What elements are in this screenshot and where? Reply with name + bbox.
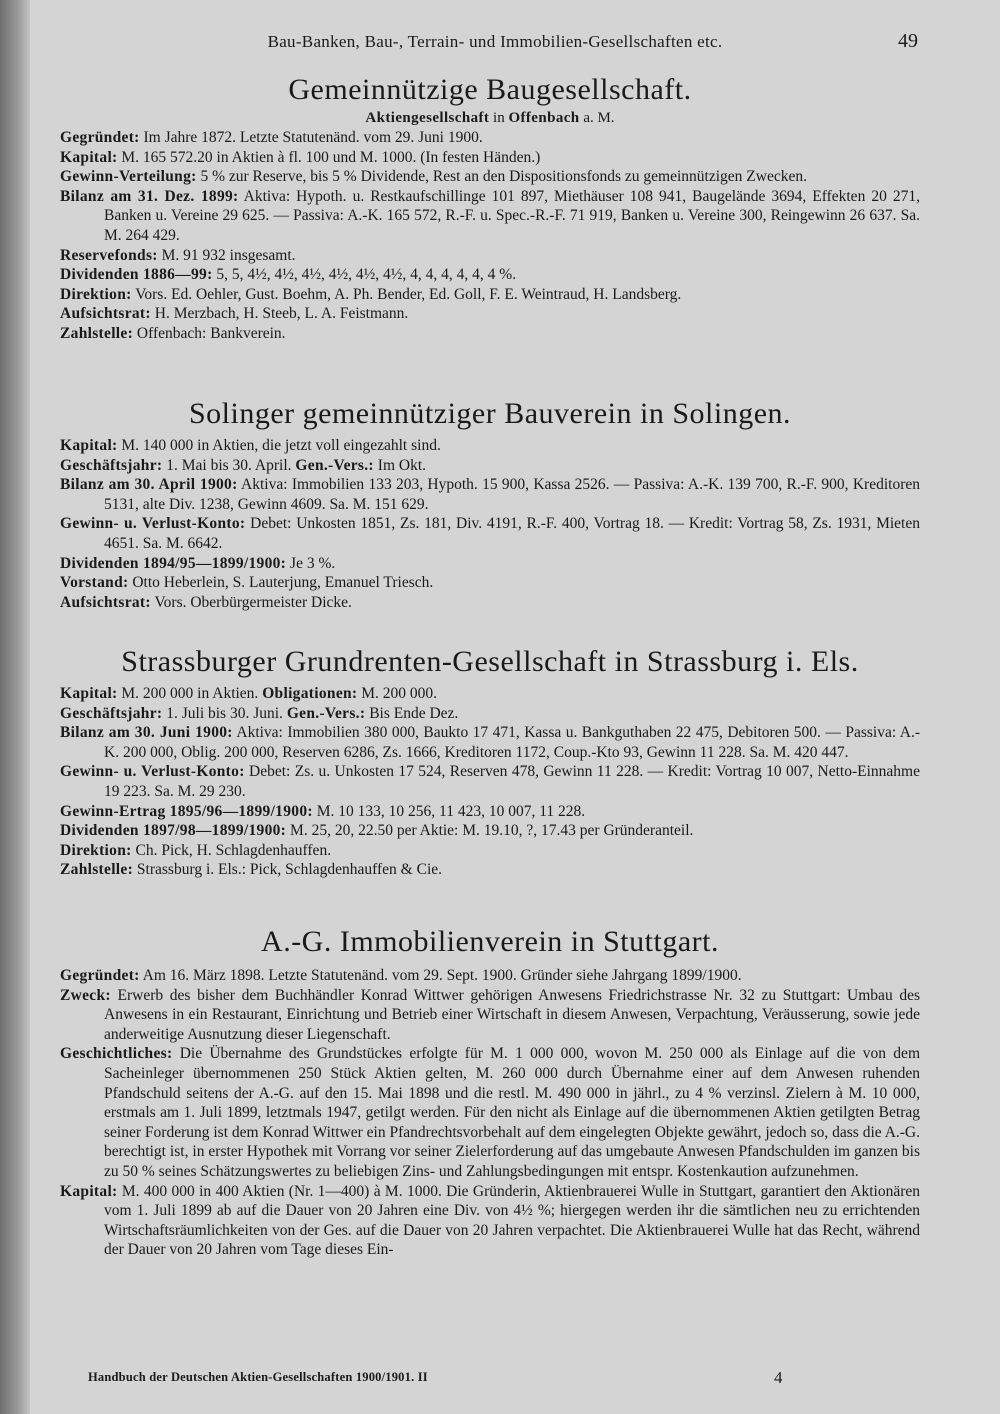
entry-text: Vors. Oberbürgermeister Dicke. (150, 593, 352, 611)
entry-label: Kapital: (60, 437, 118, 454)
entry-label: Gen.-Vers.: (295, 456, 374, 474)
entry-text: Bis Ende Dez. (365, 704, 459, 722)
section-title: Strassburger Grundrenten-Gesellschaft in Strassburg i. Els. (121, 645, 859, 678)
entry-label: Geschäftsjahr: (60, 704, 163, 722)
page-number: 49 (898, 30, 918, 52)
entry-text: M. 91 932 insgesamt. (157, 246, 296, 264)
entry-label: Zahlstelle: (60, 861, 134, 879)
entry-text: M. 10 133, 10 256, 11 423, 10 007, 11 228. (312, 802, 586, 820)
entry (60, 986, 920, 1045)
entry (60, 841, 920, 861)
entry-text: 5, 5, 4½, 4½, 4½, 4½, 4½, 4½, 4, 4, 4, 4, 4, 4 %. (212, 266, 517, 284)
entry-label: Dividenden 1897/98—1899/1900: (60, 822, 287, 840)
entry-label: Direktion: (60, 841, 132, 859)
entry-text: Vors. Ed. Oehler, Gust. Boehm, A. Ph. Bender, Ed. Goll, F. E. Weintraud, H. Landsberg. (131, 285, 682, 303)
entry-label: Aufsichtsrat: (60, 305, 151, 323)
section-subtitle (60, 108, 920, 128)
section-title: Gemeinnützige Baugesellschaft. (288, 73, 692, 106)
entry (60, 1182, 920, 1260)
entry-label: Direktion: (60, 285, 132, 303)
entry-text: Aktiva: Immobilien 380 000, Baukto 17 471, Kassa u. Bankguthaben 22 475, Debitoren 500. — Passiva: A.-K. 200 000, Oblig. 200 000, Reserven 6286, Zs. 1666, Kreditoren 1172, Coup.-Kto 93, Gewinn 11 228. Sa. M. 420 447. (104, 724, 920, 761)
entry-label: Geschäftsjahr: (60, 456, 163, 474)
entry-text: M. 200 000 in Aktien. (117, 685, 263, 702)
entry (60, 554, 920, 574)
entry-label: Gen.-Vers.: (286, 704, 366, 722)
subtitle-end: a. M. (579, 110, 615, 126)
entry-text: M. 400 000 in 400 Aktien (Nr. 1—400) à M. 1000. Die Gründerin, Aktienbrauerei Wulle in Stuttgart, garantiert den Aktionären vom 1. Juli 1899 ab auf die Dauer von 20 Jahren eine Div. von 4½ %; hiergegen werden ihr die sämtlichen neu zu errichtenden Wirtschaftsräumlichkeiten von der Ges. auf die Dauer von 20 Jahren verpachtet. Die Aktienbrauerei Wulle hat das Recht, während der Dauer von 20 Jahren vom Tage dieses Ein- (104, 1182, 920, 1259)
entry-text: Aktiva: Immobilien 133 203, Hypoth. 15 900, Kassa 2526. — Passiva: A.-K. 139 700, R.-F. 900, Kreditoren 5131, alte Div. 1238, Gewinn 4609. Sa. M. 151 629. (104, 476, 920, 513)
entry-label: Zweck: (60, 986, 111, 1004)
entry-text: Strassburg i. Els.: Pick, Schlagdenhauffen & Cie. (133, 861, 443, 879)
entry-label: Geschichtliches: (60, 1045, 173, 1063)
entry (60, 265, 920, 285)
entry (60, 167, 920, 187)
section-solingen (60, 396, 920, 612)
entry-label: Gegründet: (60, 129, 140, 146)
entry (60, 436, 920, 456)
entry-label: Obligationen: (262, 685, 358, 702)
entry (60, 246, 920, 266)
section-title: Solinger gemeinnütziger Bauverein in Solingen. (188, 397, 792, 430)
entry-label: Gewinn-Verteilung: (60, 168, 197, 186)
entry-label: Kapital: (60, 685, 118, 702)
entry (60, 514, 920, 553)
section-strassburg (60, 644, 920, 880)
entry-label: Kapital: (60, 1182, 118, 1200)
entry-label: Gewinn-Ertrag 1895/96—1899/1900: (60, 802, 313, 820)
entry (60, 1044, 920, 1181)
entry (60, 860, 920, 880)
entry-text: Otto Heberlein, S. Lauterjung, Emanuel Triesch. (128, 574, 434, 592)
entry (60, 684, 920, 704)
entry-text: Die Übernahme des Grundstückes erfolgte für M. 1 000 000, wovon M. 250 000 als Einlage auf die von dem Sacheinleger übernommenen 250 Stück Aktien gelten, M. 260 000 durch Übernahme einer auf dem Anwesen ruhenden Pfandschuld seitens der A.-G. auf den 15. Mai 1898 und die restl. M. 490 000 in jährl., zu 4 % verzinsl. Zielern à M. 10 000, erstmals am 1. Juli 1899, letztmals 1947, getilgt werden. Für den nicht als Einlage auf die übernommenen Aktien getilgten Betrag seiner Forderung ist dem Konrad Wittwer ein Pfandrechtsvorbehalt auf dem eingelegten Objekte gewährt, jedoch so, dass die A.-G. berechtigt ist, in erster Hypothek mit Vorrang vor seiner Zielerforderung auf das umgebaute Anwesen Pfandschulden im ganzen bis zu 50 % seines Schätzungswertes zu beliebigen Zins- und Zahlungsbedingungen mit entspr. Kostenkaution aufzunehmen. (104, 1045, 920, 1180)
entry (60, 285, 920, 305)
subtitle-company-type: Aktiengesellschaft (365, 110, 490, 126)
section-title: A.-G. Immobilienverein in Stuttgart. (261, 925, 719, 958)
entry-text: Aktiva: Hypoth. u. Restkaufschillinge 101 897, Miethäuser 108 941, Baugelände 3694, Effekten 20 271, Banken u. Vereine 29 625. — Passiva: A.-K. 165 572, R.-F. u. Spec.-R.-F. 71 919, Banken u. Vereine 300, Reingewinn 26 637. Sa. M. 264 429. (104, 187, 920, 244)
entry-label: Kapital: (60, 148, 118, 166)
entry (60, 802, 920, 822)
entry-label: Dividenden 1886—99: (60, 266, 213, 284)
footer-imprint: Handbuch der Deutschen Aktien-Gesellschaften 1900/1901. II (88, 1370, 428, 1384)
entry (60, 475, 920, 514)
entry-text: 5 % zur Reserve, bis 5 % Dividende, Rest an den Dispositionsfonds zu gemeinnützigen Zwecken. (196, 168, 807, 186)
entry (60, 324, 920, 344)
entry-text: H. Merzbach, H. Steeb, L. A. Feistmann. (150, 305, 409, 323)
entry (60, 593, 920, 613)
section-offenbach (60, 72, 920, 344)
entry-label: Gewinn- u. Verlust-Konto: (60, 763, 245, 781)
entry-label: Aufsichtsrat: (60, 593, 151, 611)
entry-label: Bilanz am 30. April 1900: (60, 476, 238, 494)
section-stuttgart (60, 924, 920, 1260)
entry (60, 187, 920, 246)
entry-label: Bilanz am 31. Dez. 1899: (60, 187, 239, 205)
entry-label: Dividenden 1894/95—1899/1900: (60, 554, 287, 572)
entry-text: Erwerb des bisher dem Buchhändler Konrad Wittwer gehörigen Anwesens Friedrichstrasse Nr. 32 zu Stuttgart: Umbau des Anwesens in ein Restaurant, Einrichtung und Betrieb einer Wirtschaft in diesem Anwesen, Verpachtung, Veräusserung, sowie jede anderweitige Ausnutzung dieser Liegenschaft. (104, 986, 920, 1043)
entry-text: Debet: Unkosten 1851, Zs. 181, Div. 4191, R.-F. 400, Vortrag 18. — Kredit: Vortrag 58, Zs. 1931, Mieten 4651. Sa. M. 6642. (104, 515, 920, 552)
subtitle-in: in (489, 110, 509, 126)
entry-label: Vorstand: (60, 574, 129, 592)
entry (60, 762, 920, 801)
entry-text: Ch. Pick, H. Schlagdenhauffen. (131, 841, 332, 859)
signature-mark: 4 (774, 1368, 783, 1387)
entry (60, 723, 920, 762)
entry-text: Am 16. März 1898. Letzte Statutenänd. vom 29. Sept. 1900. Gründer siehe Jahrgang 1899/1900. (139, 967, 742, 984)
entry (60, 573, 920, 593)
entry (60, 456, 920, 476)
entry-label: Reservefonds: (60, 246, 158, 264)
entry-label: Gegründet: (60, 967, 140, 984)
entry-text: Offenbach: Bankverein. (133, 324, 286, 342)
entry (60, 148, 920, 168)
entry-text: Debet: Zs. u. Unkosten 17 524, Reserven 478, Gewinn 11 228. — Kredit: Vortrag 10 007, Netto-Einnahme 19 223. Sa. M. 29 230. (104, 763, 920, 800)
entry (60, 128, 920, 148)
entry-text: Im Jahre 1872. Letzte Statutenänd. vom 29. Juni 1900. (139, 129, 483, 146)
entry (60, 821, 920, 841)
running-head: Bau-Banken, Bau-, Terrain- und Immobilien-Gesellschaften etc. (267, 32, 723, 51)
entry-text: Im Okt. (373, 456, 426, 474)
entry-label: Zahlstelle: (60, 324, 134, 342)
entry-text: 1. Mai bis 30. April. (162, 456, 296, 474)
entry-label: Bilanz am 30. Juni 1900: (60, 724, 233, 742)
subtitle-place: Offenbach (508, 110, 580, 126)
entry (60, 966, 920, 986)
entry-text: M. 200 000. (357, 685, 438, 702)
book-binding-edge (0, 0, 30, 1414)
entry-text: M. 25, 20, 22.50 per Aktie: M. 19.10, ?, 17.43 per Gründeranteil. (286, 822, 694, 840)
entry (60, 304, 920, 324)
entry-text: M. 165 572.20 in Aktien à fl. 100 und M. 1000. (In festen Händen.) (117, 148, 541, 166)
entry (60, 704, 920, 724)
entry-text: M. 140 000 in Aktien, die jetzt voll eingezahlt sind. (117, 437, 441, 454)
entry-label: Gewinn- u. Verlust-Konto: (60, 515, 246, 533)
entry-text: 1. Juli bis 30. Juni. (162, 704, 287, 722)
entry-text: Je 3 %. (286, 554, 336, 572)
